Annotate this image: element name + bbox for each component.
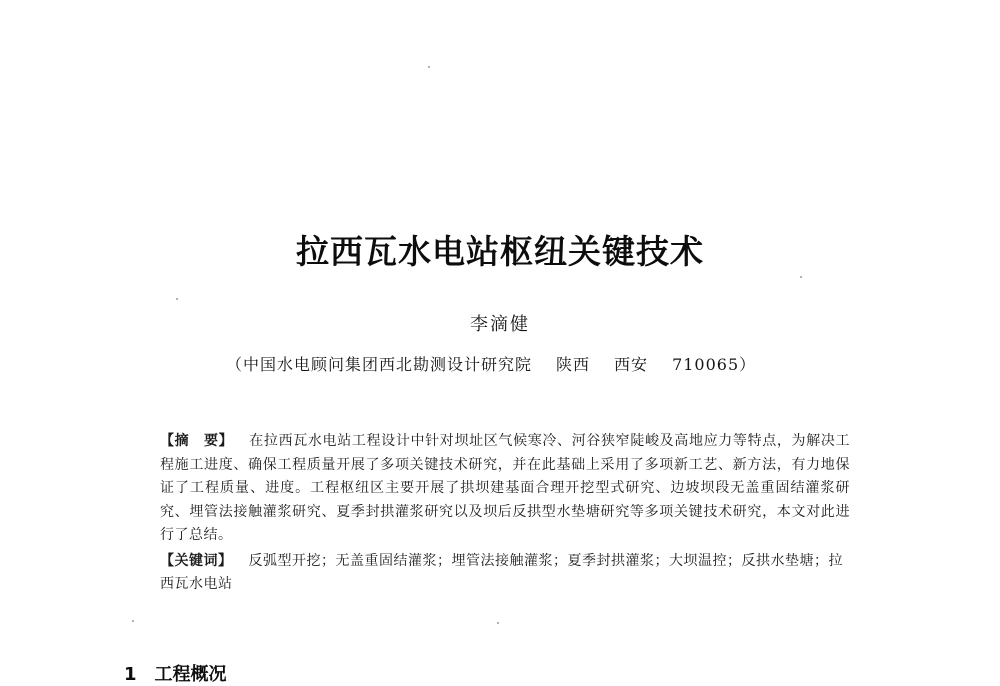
affiliation-city: 西安: [614, 355, 649, 374]
abstract-label: 【摘 要】: [160, 433, 234, 449]
keywords-text: 反弧型开挖；无盖重固结灌浆；埋管法接触灌浆；夏季封拱灌浆；大坝温控；反拱水垫塘；拉西瓦水电站: [160, 552, 843, 592]
scan-speck: [428, 66, 430, 68]
affiliation-open-paren: （: [226, 355, 244, 374]
keywords: [160, 550, 850, 597]
affiliation-close-paren: ）: [739, 355, 757, 374]
section-number: 1: [124, 664, 137, 685]
section-heading: [124, 660, 227, 686]
author-name: 李滴健: [470, 314, 530, 335]
abstract-text: 在拉西瓦水电站工程设计中针对坝址区气候寒冷、河谷狭窄陡峻及高地应力等特点，为解决工程施工进度、确保工程质量开展了多项关键技术研究，并在此基础上采用了多项新工艺、新方法，有力地保证了工程质量、进度。工程枢纽区主要开展了拱坝建基面合理开挖型式研究、边坡坝段无盖重固结灌浆研究、埋管法接触灌浆研究、夏季封拱灌浆研究以及坝后反拱型水垫塘研究等多项关键技术研究，本文对此进行了总结。: [160, 433, 851, 543]
affiliation-org: 中国水电顾问集团西北勘测设计研究院: [243, 355, 533, 374]
keywords-label: 【关键词】: [160, 552, 233, 569]
scan-speck: [132, 620, 134, 622]
scan-speck: [176, 298, 178, 300]
scan-speck: [800, 276, 802, 278]
affiliation-postcode: 710065: [672, 355, 740, 374]
affiliation-province: 陕西: [556, 355, 591, 374]
author-affiliation: [226, 352, 826, 375]
paper-title: 拉西瓦水电站枢纽关键技术: [296, 232, 704, 271]
abstract-block: [160, 430, 850, 597]
scan-speck: [497, 622, 499, 624]
section-title: 工程概况: [154, 664, 227, 685]
abstract: [160, 430, 850, 548]
